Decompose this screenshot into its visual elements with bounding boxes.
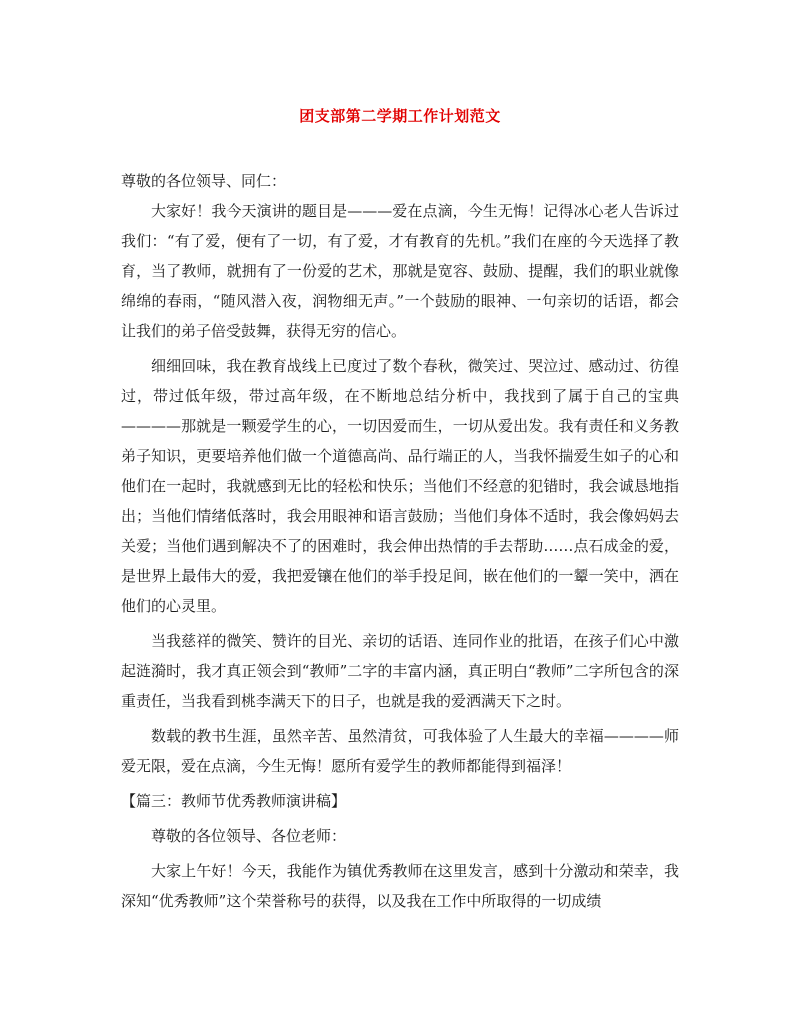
salutation-1: 尊敬的各位领导、同仁：: [121, 172, 287, 190]
paragraph-4: 数载的教书生涯，虽然辛苦、虽然清贫，可我体验了人生最大的幸福————师爱无限，爱在点滴，今生无悔！愿所有爱学生的教师都能得到福泽！: [121, 727, 679, 775]
document-title: 团支部第二学期工作计划范文: [299, 107, 501, 125]
paragraph-2: 细细回味，我在教育战线上已度过了数个春秋，微笑过、哭泣过、感动过、彷徨过，带过低年级，带过高年级，在不断地总结分析中，我找到了属于自己的宝典————那就是一颗爱学生的心，一切因爱而生，一切从爱出发。我有责任和义务教弟子知识，更要培养他们做一个道德高尚、品行端正的人，当我怀揣爱生如子的心和他们在一起时，我就感到无比的轻松和快乐；当他们不经意的犯错时，我会诚恳地指出；当他们情绪低落时，我会用眼神和语言鼓励；当他们身体不适时，我会像妈妈去关爱；当他们遇到解决不了的困难时，我会伸出热情的手去帮助……点石成金的爱，是世界上最伟大的爱，我把爱镶在他们的举手投足间，嵌在他们的一颦一笑中，洒在他们的心灵里。: [121, 357, 679, 615]
paragraph-1: 大家好！我今天演讲的题目是———爱在点滴，今生无悔！记得冰心老人告诉过我们：“有了爱，便有了一切，有了爱，才有教育的先机。”我们在座的今天选择了教育，当了教师，就拥有了一份爱的艺术，那就是宽容、鼓励、提醒，我们的职业就像绵绵的春雨，“随风潜入夜，润物细无声。”一个鼓励的眼神、一句亲切的话语，都会让我们的弟子倍受鼓舞，获得无穷的信心。: [121, 202, 679, 340]
section-heading: 【篇三：教师节优秀教师演讲稿】: [121, 792, 347, 810]
document-body: [121, 166, 679, 921]
salutation-2: 尊敬的各位领导、各位老师：: [151, 827, 347, 845]
paragraph-5: 大家上午好！今天，我能作为镇优秀教师在这里发言，感到十分激动和荣幸，我深知“优秀教师”这个荣誉称号的获得，以及我在工作中所取得的一切成绩: [121, 862, 679, 910]
paragraph-3: 当我慈祥的微笑、赞许的目光、亲切的话语、连同作业的批语，在孩子们心中激起涟漪时，我才真正领会到“教师”二字的丰富内涵，真正明白“教师”二字所包含的深重责任，当我看到桃李满天下的日子，也就是我的爱洒满天下之时。: [121, 632, 679, 710]
